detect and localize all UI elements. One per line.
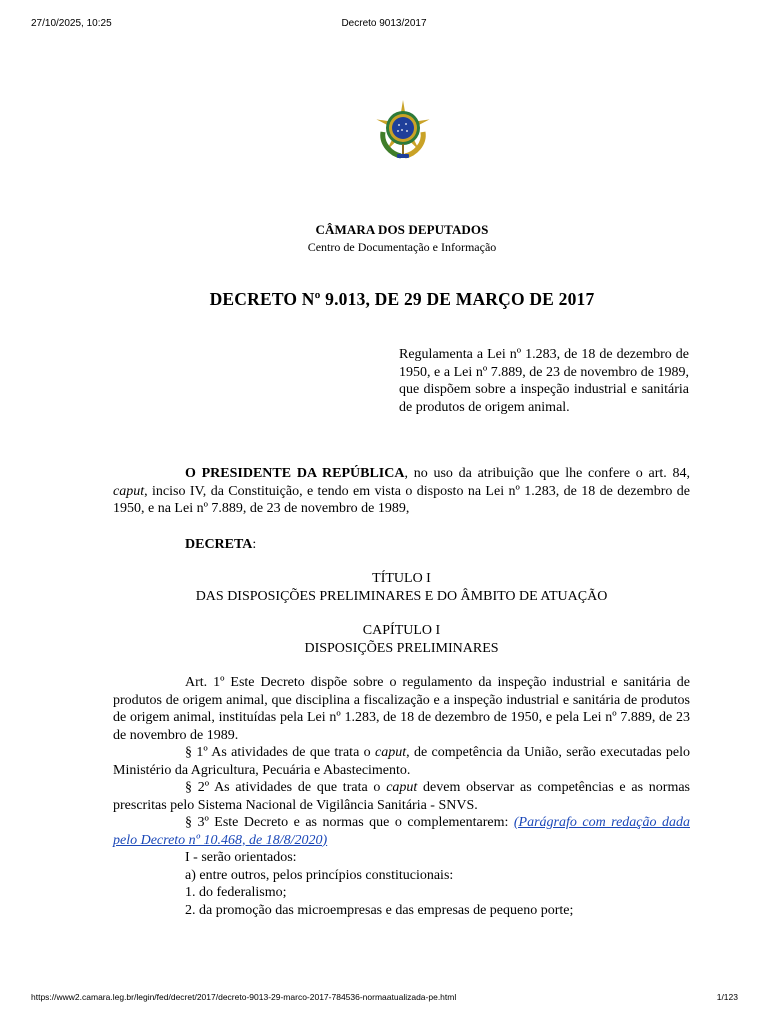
preamble-caput: caput [113, 483, 145, 499]
preamble-text-1: , no uso da atribuição que lhe confere o art. 84, [404, 466, 690, 481]
print-url: https://www2.camara.leg.br/legin/fed/decret/2017/decreto-9013-29-marco-2017-784536-normaatualizada-pe.html [31, 992, 457, 1002]
capitulo-heading [113, 622, 690, 657]
print-header [0, 18, 768, 34]
paragraph-1-text-end: , de competência da União, serão executadas pelo Ministério da Agricultura, Pecuária e Abastecimento. [113, 745, 690, 778]
paragraph-2-caput: caput [386, 780, 418, 795]
article-1: Art. 1º Este Decreto dispõe sobre o regulamento da inspeção industrial e sanitária de produtos de origem animal, que disciplina a fiscalização e a inspeção industrial e sanitária de produtos de origem animal, instituídas pela Lei nº 1.283, de 18 de dezembro de 1950, e pela Lei nº 7.889, de 23 de novembro de 1989. [113, 675, 690, 743]
list-item: 2. da promoção das microempresas e das empresas de pequeno porte; [185, 902, 574, 918]
paragraph-1-caput: caput [375, 745, 407, 760]
preamble-subject: O PRESIDENTE DA REPÚBLICA [185, 466, 405, 481]
ementa: Regulamenta a Lei nº 1.283, de 18 de dezembro de 1950, e a Lei nº 7.889, de 23 de novembro de 1989, que dispõem sobre a inspeção industrial e sanitária de produtos de origem animal. [399, 347, 689, 415]
capitulo-number: CAPÍTULO I [362, 623, 441, 638]
titulo-heading [113, 570, 690, 605]
org-header [0, 222, 768, 255]
paragraph-2 [113, 779, 690, 814]
preamble [113, 465, 690, 518]
list-item: I - serão orientados: [185, 850, 297, 865]
org-name: CÂMARA DOS DEPUTADOS [315, 222, 489, 237]
print-doc-title: Decreto 9013/2017 [341, 18, 427, 29]
list-item: 1. do federalismo; [185, 885, 287, 900]
page-number: 1/123 [716, 992, 738, 1002]
preamble-text-2: , inciso IV, da Constituição, e tendo em vista o disposto na Lei nº 1.283, de 18 de dezembro de 1950, e na Lei nº 7.889, de 23 de novembro de 1989, [113, 483, 690, 516]
decreta-word: DECRETA [185, 536, 253, 552]
decreta [113, 536, 690, 554]
titulo-name: DAS DISPOSIÇÕES PRELIMINARES E DO ÂMBITO DE ATUAÇÃO [195, 588, 608, 604]
coat-of-arms-icon [371, 98, 435, 162]
paragraph-3-text: § 3º Este Decreto e as normas que o complementarem: [185, 815, 514, 830]
paragraph-3 [113, 814, 690, 849]
paragraph-2-text: § 2º As atividades de que trata o [185, 780, 387, 795]
list-item: a) entre outros, pelos princípios constitucionais: [185, 867, 454, 883]
capitulo-name: DISPOSIÇÕES PRELIMINARES [304, 640, 499, 656]
print-timestamp: 27/10/2025, 10:25 [31, 18, 112, 29]
paragraph-1-text: § 1º As atividades de que trata o [185, 745, 375, 760]
decreta-colon: : [252, 536, 257, 552]
decree-body [113, 465, 690, 919]
titulo-number: TÍTULO I [372, 571, 431, 586]
org-subtitle: Centro de Documentação e Informação [307, 240, 497, 254]
amendment-link[interactable]: (Parágrafo com redação dada pelo Decreto nº 10.468, de 18/8/2020) [113, 815, 690, 848]
paragraph-2-text-end: devem observar as competências e as normas prescritas pelo Sistema Nacional de Vigilância Sanitária - SNVS. [113, 780, 690, 813]
paragraph-1 [113, 744, 690, 779]
decree-title: DECRETO Nº 9.013, DE 29 DE MARÇO DE 2017 [209, 289, 595, 309]
